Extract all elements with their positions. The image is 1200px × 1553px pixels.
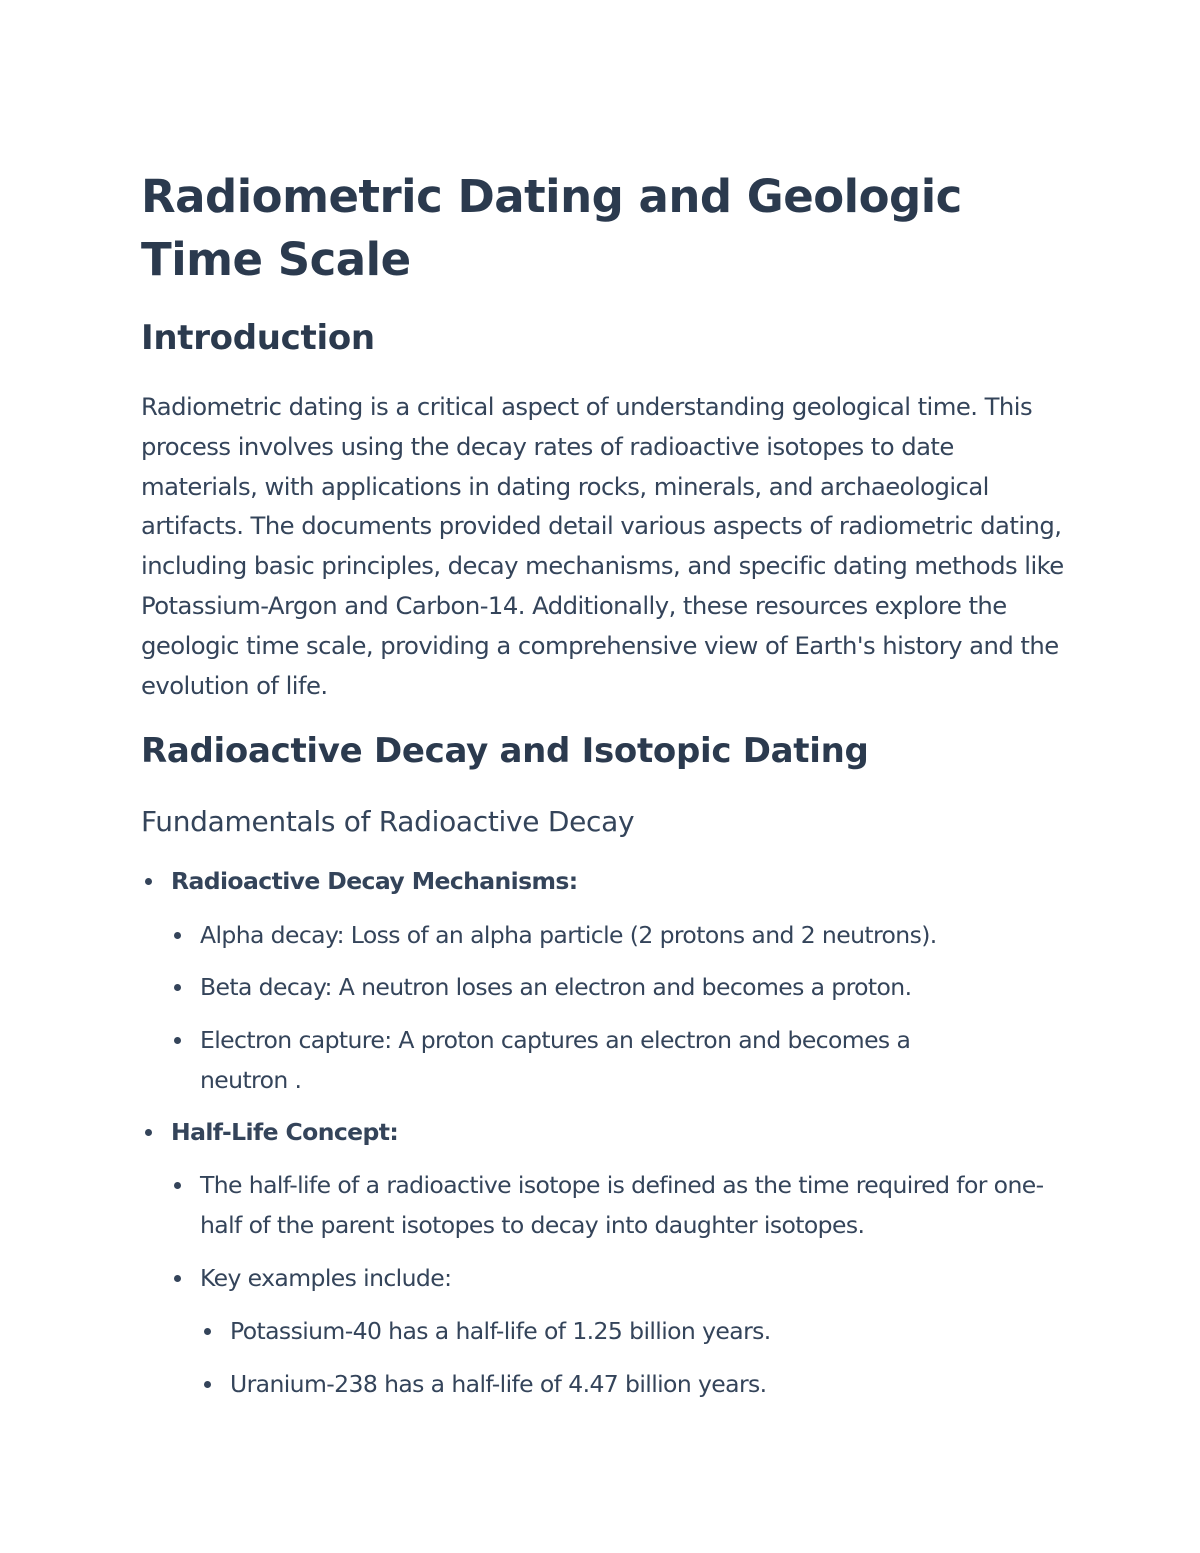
introduction-paragraph: Radiometric dating is a critical aspect of understanding geological time. This process involves using the decay rates of radioactive isotopes to date materials, with applications in dating rocks, minerals, and archaeological artifacts. The documents provided detail various aspects of radiometric dating, including basic principles, decay mechanisms, and specific dating methods like Potassium-Argon and Carbon-14. Additionally, these resources explore the geologic time scale, providing a comprehensive view of Earth's history and the evolution of life. <box>141 392 1064 700</box>
list-item-text: Electron capture: A proton captures an electron and becomes a neutron . <box>200 1026 911 1094</box>
list-item-half-life <box>171 1113 1051 1153</box>
bullet-icon <box>174 1275 181 1282</box>
list-item-text: Key examples include: <box>200 1264 452 1292</box>
bullet-icon <box>145 878 152 885</box>
list-item-decay-mechanisms <box>171 862 1051 902</box>
list-item-text: Alpha decay: Loss of an alpha particle (2 protons and 2 neutrons). <box>200 921 937 949</box>
list-item-label: Radioactive Decay Mechanisms: <box>171 867 578 895</box>
fundamentals-subheading: Fundamentals of Radioactive Decay <box>141 805 635 838</box>
bullet-icon <box>145 1129 152 1136</box>
bullet-icon <box>174 984 181 991</box>
list-item-text: The half-life of a radioactive isotope is defined as the time required for one-half of the parent isotopes to decay into daughter isotopes. <box>200 1171 1044 1239</box>
list-item-alpha-decay <box>200 916 1040 956</box>
bullet-icon <box>204 1328 211 1335</box>
bullet-icon <box>174 1037 181 1044</box>
bullet-icon <box>204 1381 211 1388</box>
list-item-half-life-definition <box>200 1166 1050 1246</box>
bullet-icon <box>174 1182 181 1189</box>
radioactive-decay-heading: Radioactive Decay and Isotopic Dating <box>141 731 869 771</box>
list-item-text: Potassium-40 has a half-life of 1.25 billion years. <box>230 1317 771 1345</box>
list-item-beta-decay <box>200 968 1040 1008</box>
list-item-label: Half-Life Concept: <box>171 1118 399 1146</box>
list-item-potassium-40 <box>230 1312 1050 1352</box>
bullet-icon <box>174 932 181 939</box>
introduction-heading: Introduction <box>141 318 375 358</box>
list-item-electron-capture <box>200 1021 1000 1101</box>
list-item-text: Uranium-238 has a half-life of 4.47 billion years. <box>230 1370 767 1398</box>
document-title: Radiometric Dating and Geologic Time Scale <box>141 170 962 286</box>
list-item-key-examples <box>200 1259 1040 1299</box>
list-item-uranium-238 <box>230 1365 1050 1405</box>
list-item-text: Beta decay: A neutron loses an electron and becomes a proton. <box>200 973 912 1001</box>
